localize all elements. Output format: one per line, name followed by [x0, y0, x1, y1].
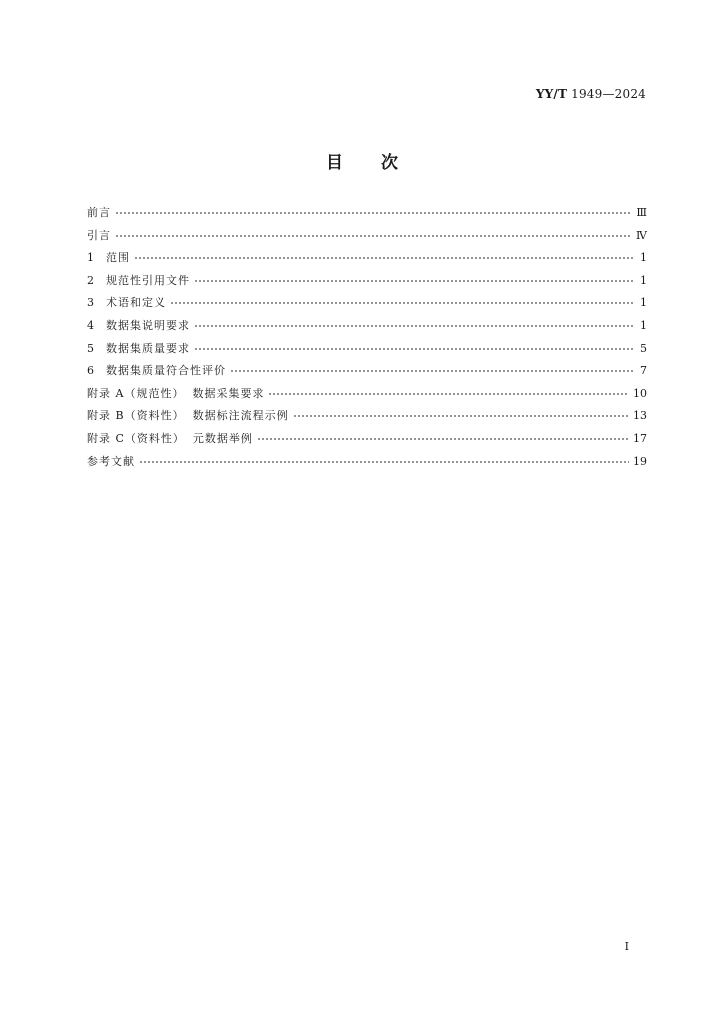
toc-label: 前言 — [87, 206, 111, 219]
toc-annex-subtitle: 数据标注流程示例 — [192, 409, 289, 423]
standard-code — [536, 87, 646, 101]
toc-page: 17 — [633, 431, 647, 445]
toc-number: 1 — [87, 251, 94, 265]
toc-annex-subtitle: 元数据举例 — [192, 431, 253, 445]
toc-page: 19 — [633, 454, 647, 468]
toc-number: 2 — [87, 273, 94, 287]
toc-entry-bibliography[interactable] — [87, 453, 647, 476]
toc-entry-normative-references[interactable] — [87, 272, 647, 295]
dot-leader — [194, 272, 633, 284]
toc-page: 7 — [640, 364, 647, 378]
toc-label: 数据集质量符合性评价 — [106, 364, 226, 378]
dot-leader — [170, 294, 633, 306]
dot-leader — [139, 453, 629, 465]
dot-leader — [115, 227, 632, 239]
toc-page: 5 — [640, 341, 647, 355]
toc-entry-annex-c[interactable] — [87, 430, 647, 453]
toc-page: 1 — [640, 273, 647, 287]
toc-page: 13 — [633, 409, 647, 423]
toc-label: 附录 C（资料性） — [87, 431, 185, 445]
toc-number: 6 — [87, 364, 94, 378]
toc-entry-terms-definitions[interactable] — [87, 294, 647, 317]
toc-label: 数据集质量要求 — [106, 341, 190, 355]
toc-page: Ⅳ — [636, 228, 647, 242]
toc-entry-foreword[interactable] — [87, 204, 647, 227]
toc-entry-annex-b[interactable] — [87, 407, 647, 430]
toc-page: 1 — [640, 318, 647, 332]
toc-page: 1 — [640, 251, 647, 265]
toc-label: 附录 A（规范性） — [87, 386, 185, 400]
toc-number: 5 — [87, 341, 94, 355]
toc-number: 4 — [87, 318, 94, 332]
toc-entry-dataset-description[interactable] — [87, 317, 647, 340]
toc-entry-annex-a[interactable] — [87, 385, 647, 408]
toc-label: 引言 — [87, 228, 111, 242]
dot-leader — [194, 317, 633, 329]
toc-title: 目次 — [326, 153, 436, 173]
toc-label: 范围 — [106, 251, 130, 265]
standard-prefix: YY/T — [535, 87, 568, 101]
toc-entry-dataset-quality[interactable] — [87, 340, 647, 363]
toc-entry-introduction[interactable] — [87, 227, 647, 250]
table-of-contents — [87, 204, 647, 475]
dot-leader — [293, 407, 629, 419]
dot-leader — [230, 362, 633, 374]
toc-annex-subtitle: 数据采集要求 — [192, 386, 265, 400]
dot-leader — [268, 385, 629, 397]
toc-label: 规范性引用文件 — [106, 273, 190, 287]
toc-page: Ⅲ — [636, 206, 647, 219]
toc-label: 数据集说明要求 — [106, 318, 190, 332]
dot-leader — [115, 204, 632, 216]
dot-leader — [257, 430, 629, 442]
toc-label: 术语和定义 — [106, 296, 166, 310]
dot-leader — [134, 249, 633, 261]
standard-number: 1949—2024 — [571, 87, 646, 101]
toc-label: 附录 B（资料性） — [87, 409, 185, 423]
toc-entry-scope[interactable] — [87, 249, 647, 272]
toc-number: 3 — [87, 296, 94, 310]
toc-label: 参考文献 — [87, 454, 135, 468]
toc-entry-conformity-evaluation[interactable] — [87, 362, 647, 385]
dot-leader — [194, 340, 633, 352]
page-number: Ⅰ — [624, 940, 629, 953]
toc-page: 10 — [633, 386, 647, 400]
toc-page: 1 — [640, 296, 647, 310]
